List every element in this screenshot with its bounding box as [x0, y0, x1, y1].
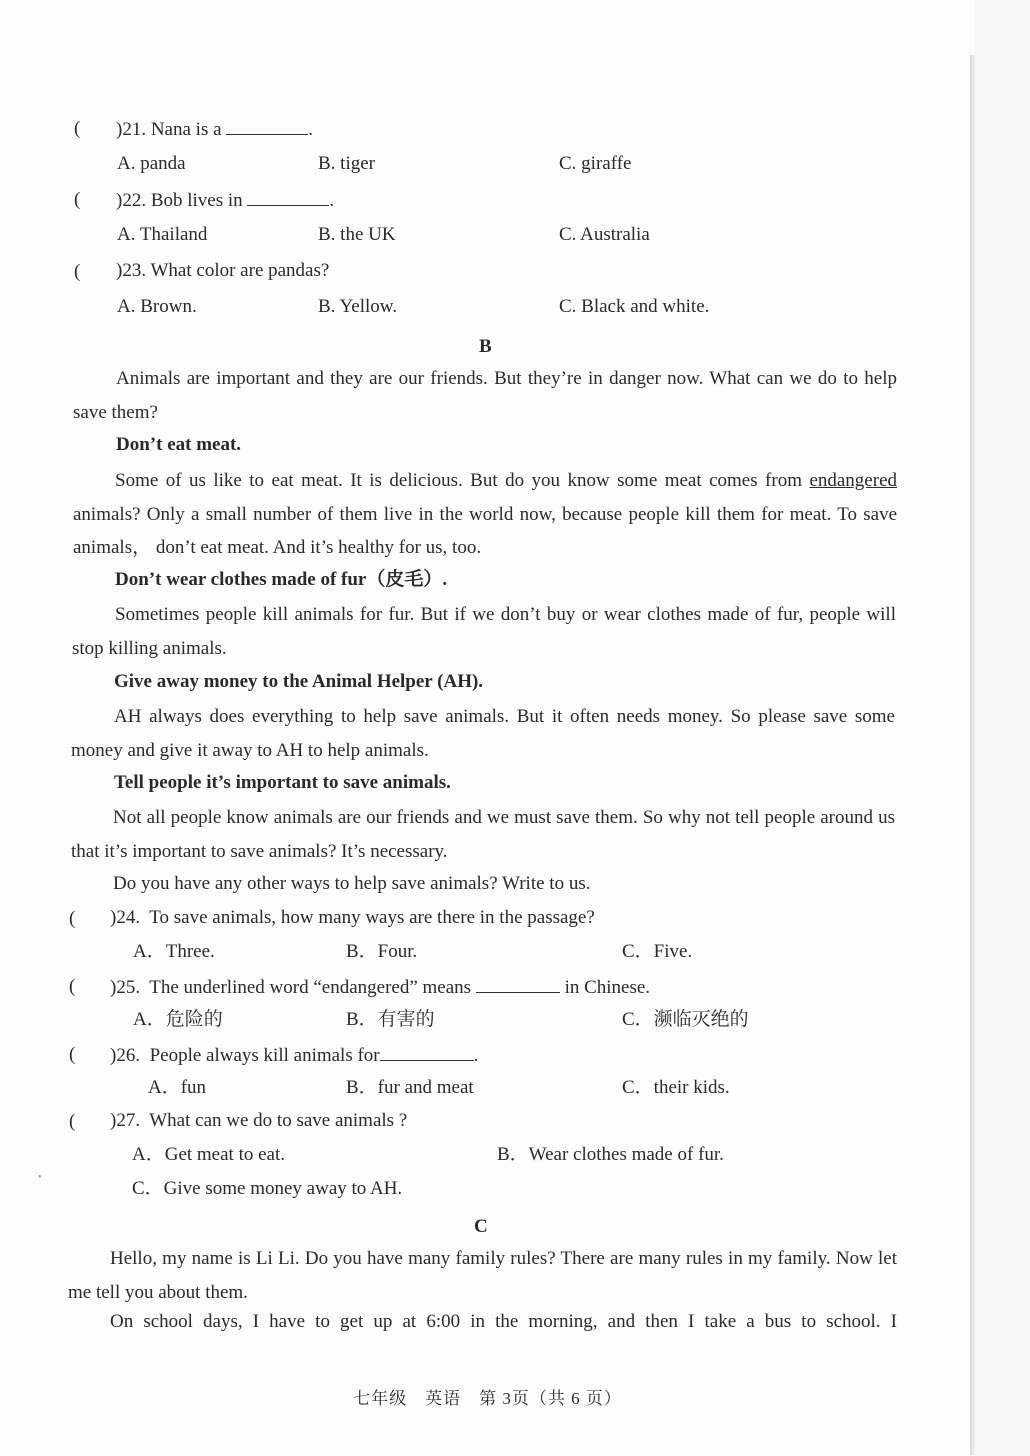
- heading-give-money: Give away money to the Animal Helper (AH).: [114, 671, 484, 692]
- option-a: A．fun: [148, 1077, 207, 1098]
- section-b-label: B: [479, 336, 492, 357]
- option-a: A. panda: [117, 153, 186, 174]
- option-c: C．濒临灭绝的: [622, 1009, 749, 1030]
- paragraph-write-to-us: Do you have any other ways to help save animals? Write to us.: [113, 873, 591, 894]
- question-stem: )26. People always kill animals for .: [110, 1045, 479, 1066]
- option-b: B. Yellow.: [318, 296, 398, 317]
- answer-paren-open: (: [69, 976, 76, 997]
- question-stem: )23. What color are pandas?: [116, 260, 330, 281]
- question-stem: )22. Bob lives in .: [116, 190, 335, 211]
- paragraph-fur: Sometimes people kill animals for fur. But if we don’t buy or wear clothes made of fur, people will stop killing animals.: [72, 604, 896, 659]
- section-c-paragraph-2: On school days, I have to get up at 6:00 in the morning, and then I take a bus to school. I: [110, 1311, 897, 1332]
- heading-dont-wear-fur: Don’t wear clothes made of fur（皮毛）.: [115, 569, 448, 590]
- paragraph-meat: Some of us like to eat meat. It is delicious. But do you know some meat comes from endangered animals? Only a small number of them live in the world now, because people kill them for meat. To save animals， don’t eat meat. And it’s healthy for us, too.: [73, 470, 897, 558]
- option-b: B. the UK: [318, 224, 396, 245]
- option-a: A．Three.: [133, 941, 215, 962]
- question-stem: )25. The underlined word “endangered” means in Chinese.: [110, 977, 651, 998]
- paragraph-ah: AH always does everything to help save animals. But it often needs money. So please save some money and give it away to AH to help animals.: [71, 706, 895, 761]
- underlined-word-endangered: endangered: [809, 470, 897, 491]
- option-b: B．Wear clothes made of fur.: [497, 1144, 724, 1165]
- answer-paren-open: (: [69, 1111, 76, 1132]
- option-c: C．Give some money away to AH.: [132, 1178, 403, 1199]
- page-footer: 七年级 英语 第 3页（共 6 页）: [353, 1389, 622, 1408]
- option-c: C. giraffe: [559, 153, 632, 174]
- option-a: A．Get meat to eat.: [132, 1144, 286, 1165]
- section-c-paragraph-1: Hello, my name is Li Li. Do you have many family rules? There are many rules in my family. Now let me tell you about them.: [68, 1248, 897, 1303]
- option-b: B．有害的: [346, 1009, 435, 1030]
- answer-paren-open: (: [74, 189, 81, 210]
- page-edge-shade: [975, 0, 1030, 1456]
- section-b-intro: Animals are important and they are our friends. But they’re in danger now. What can we do to help save them?: [73, 368, 897, 423]
- heading-dont-eat-meat: Don’t eat meat.: [116, 434, 242, 455]
- question-stem: )27. What can we do to save animals ?: [110, 1110, 408, 1131]
- option-b: B．Four.: [346, 941, 418, 962]
- option-a: A. Brown.: [117, 296, 197, 317]
- paragraph-tell: Not all people know animals are our friends and we must save them. So why not tell people around us that it’s important to save animals? It’s necessary.: [71, 807, 895, 862]
- answer-paren-open: (: [74, 118, 81, 139]
- option-a: A. Thailand: [117, 224, 208, 245]
- option-c: C. Australia: [559, 224, 650, 245]
- answer-paren-open: (: [69, 1044, 76, 1065]
- scan-speck: •: [38, 1172, 42, 1183]
- section-c-label: C: [474, 1216, 488, 1237]
- option-b: B．fur and meat: [346, 1077, 474, 1098]
- question-stem: )21. Nana is a .: [116, 119, 314, 140]
- heading-tell-people: Tell people it’s important to save animals.: [114, 772, 451, 793]
- answer-paren-open: (: [69, 908, 76, 929]
- answer-paren-open: (: [74, 261, 81, 282]
- option-c: C．their kids.: [622, 1077, 730, 1098]
- option-c: C．Five.: [622, 941, 693, 962]
- option-a: A．危险的: [133, 1009, 223, 1030]
- option-c: C. Black and white.: [559, 296, 710, 317]
- question-stem: )24. To save animals, how many ways are there in the passage?: [110, 907, 595, 928]
- option-b: B. tiger: [318, 153, 375, 174]
